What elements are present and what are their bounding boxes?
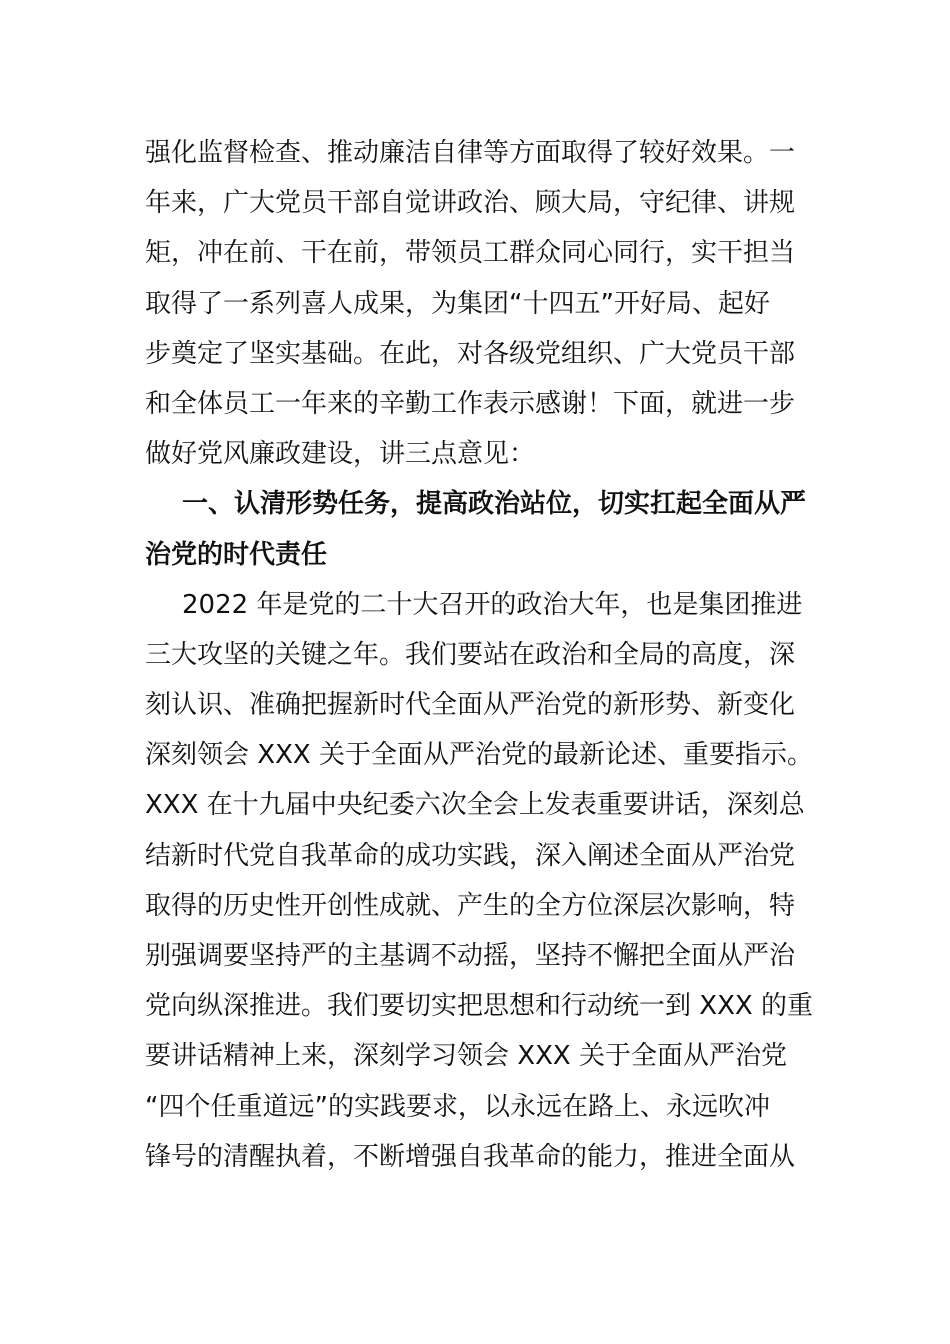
paragraph-line: 锋号的清醒执着，不断增强自我革命的能力，推进全面从	[145, 1141, 796, 1172]
paragraph-line: XXX 在十九届中央纪委六次全会上发表重要讲话，深刻总	[145, 790, 805, 821]
paragraph-line: 2022 年是党的二十大召开的政治大年，也是集团推进	[182, 589, 803, 620]
body-line: 矩，冲在前、干在前，带领员工群众同心同行，实干担当	[145, 238, 796, 269]
section-heading-line: 一、认清形势任务，提高政治站位，切实扛起全面从严	[182, 489, 807, 520]
body-line: 步奠定了坚实基础。在此，对各级党组织、广大党员干部	[145, 338, 796, 369]
paragraph-line: 深刻领会 XXX 关于全面从严治党的最新论述、重要指示。	[145, 740, 813, 771]
paragraph-line: 刻认识、准确把握新时代全面从严治党的新形势、新变化	[145, 690, 796, 721]
paragraph-line: 三大攻坚的关键之年。我们要站在政治和全局的高度，深	[145, 639, 796, 670]
section-heading-line: 治党的时代责任	[145, 539, 328, 570]
paragraph-line: 别强调要坚持严的主基调不动摇，坚持不懈把全面从严治	[145, 941, 796, 971]
paragraph-line: 结新时代党自我革命的成功实践，深入阐述全面从严治党	[145, 840, 796, 871]
body-line: 强化监督检查、推动廉洁自律等方面取得了较好效果。一	[145, 138, 796, 168]
paragraph-line: 党向纵深推进。我们要切实把思想和行动统一到 XXX 的重	[145, 991, 813, 1022]
body-line: 和全体员工一年来的辛勤工作表示感谢！下面，就进一步	[145, 388, 796, 419]
body-line: 做好党风廉政建设，讲三点意见：	[145, 439, 536, 470]
body-line: 年来，广大党员干部自觉讲政治、顾大局，守纪律、讲规	[145, 188, 796, 219]
paragraph-line: “四个任重道远”的实践要求，以永远在路上、永远吹冲	[145, 1091, 770, 1122]
paragraph-line: 取得的历史性开创性成就、产生的全方位深层次影响，特	[145, 890, 796, 921]
body-line: 取得了一系列喜人成果，为集团“十四五”开好局、起好	[145, 288, 770, 319]
document-body	[145, 128, 813, 1182]
paragraph-line: 要讲话精神上来，深刻学习领会 XXX 关于全面从严治党	[145, 1041, 787, 1072]
